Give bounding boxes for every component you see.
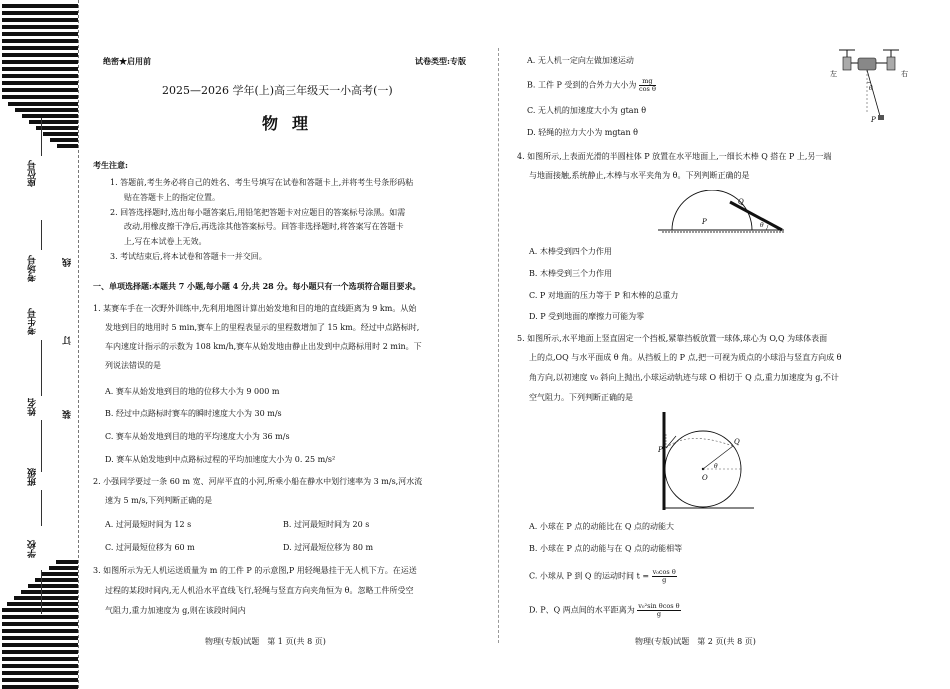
fraction-denominator: cos θ — [638, 85, 656, 93]
fraction-denominator: g — [662, 576, 667, 584]
binding-bar — [2, 615, 78, 619]
q2-option-d: D. 过河最短位移为 80 m — [283, 543, 374, 552]
cut-zhuang-char: 装 — [63, 410, 73, 419]
binding-bar — [2, 81, 78, 85]
binding-bar — [2, 74, 78, 78]
fig-p-label: P — [658, 446, 663, 454]
q5-line: 角方向,以初速度 v₀ 斜向上抛出,小球运动轨迹与球 O 相切于 Q 点,重力加速度为 g,不计 — [529, 373, 839, 382]
binding-bar — [22, 114, 78, 118]
q5-line: 5. 如图所示,水平地面上竖直固定一个挡板,紧靠挡板放置一球体,球心为 O,Q 为球体表面 — [517, 334, 828, 343]
binding-bar — [2, 53, 78, 57]
notice-line: 1. 答题前,考生务必将自己的姓名、考生号填写在试卷和答题卡上,并将考生号条形码粘 — [110, 178, 414, 187]
q5-option-b: B. 小球在 P 点的动能与在 Q 点的动能相等 — [529, 544, 683, 553]
notice-line: 3. 考试结束后,将本试卷和答题卡一并交回。 — [110, 252, 267, 261]
subject-title: 物理 — [262, 114, 323, 133]
binding-bar — [2, 18, 78, 22]
binding-bar — [2, 664, 78, 668]
drone-figure — [825, 44, 915, 126]
binding-bar — [2, 678, 78, 682]
fig-theta-label: θ — [760, 222, 764, 229]
cut-line — [78, 0, 79, 688]
q1-line: 发地到目的地用时 5 min,赛车上的里程表显示的里程数增加了 15 km。经过中点路标时, — [105, 323, 420, 332]
q5-option-d-fraction — [637, 603, 680, 618]
school-label: 学校 — [28, 540, 38, 558]
fig-theta-label: θ — [714, 463, 718, 470]
notice-title: 考生注意: — [93, 160, 128, 170]
fraction-numerator: v₀²sin θcos θ — [638, 602, 680, 610]
cut-line-char: 线 — [63, 258, 73, 267]
fraction-denominator: g — [656, 610, 661, 618]
class-line — [41, 490, 42, 526]
binding-bar — [2, 25, 78, 29]
q3-option-b-text: B. 工件 P 受到的合外力大小为 — [527, 80, 637, 90]
q4-option-d: D. P 受到地面的摩擦力可能为零 — [529, 312, 645, 321]
seat-line — [41, 118, 42, 156]
q4-option-b: B. 木棒受到三个力作用 — [529, 269, 612, 278]
room-line — [41, 220, 42, 250]
q5-option-d-text: D. P、Q 两点间的水平距离为 — [529, 605, 635, 615]
q3-option-c: C. 无人机的加速度大小为 gtan θ — [527, 106, 647, 115]
q5-line: 上的点,OQ 与水平面成 θ 角。从挡板上的 P 点,把一可视为质点的小球沿与竖直方向成 θ — [529, 353, 842, 362]
q1-line: 1. 某赛车手在一次野外训练中,先利用地图计算出始发地和目的地的直线距离为 9 km。从始 — [93, 304, 417, 313]
binding-bar — [2, 650, 78, 654]
class-label: 班级 — [28, 468, 38, 486]
binding-bar — [29, 120, 78, 124]
q2-option-c: C. 过河最短位移为 60 m — [105, 543, 195, 552]
binding-bar — [42, 572, 78, 576]
binding-bar — [43, 132, 78, 136]
fig-right-label: 右 — [901, 70, 908, 78]
binding-bar — [2, 629, 78, 633]
binding-bar — [15, 108, 78, 112]
q3-option-b — [527, 78, 656, 93]
name-line — [41, 420, 42, 472]
binding-bar — [2, 622, 78, 626]
fig-q-label: Q — [738, 198, 744, 206]
q1-option-b: B. 经过中点路标时赛车的瞬时速度大小为 30 m/s — [105, 409, 282, 418]
q5-option-c-fraction — [652, 569, 677, 584]
q3-option-d: D. 轻绳的拉力大小为 mgtan θ — [527, 128, 638, 137]
binding-bar — [2, 67, 78, 71]
binding-bar — [8, 102, 78, 106]
binding-bar — [57, 144, 78, 148]
q5-line: 空气阻力。下列判断正确的是 — [529, 393, 633, 402]
binding-bar — [49, 566, 78, 570]
binding-bar — [2, 46, 78, 50]
binding-bar — [2, 88, 78, 92]
q4-option-a: A. 木棒受到四个力作用 — [529, 247, 612, 256]
fraction-numerator: mg — [639, 78, 656, 86]
q3-option-b-fraction — [639, 78, 656, 93]
binding-bar — [2, 95, 78, 99]
binding-bar — [2, 671, 78, 675]
binding-bar — [7, 602, 78, 606]
q2-option-a: A. 过河最短时间为 12 s — [105, 520, 192, 529]
notice-line: 改动,用橡皮擦干净后,再选涂其他答案标号。回答非选择题时,将答案写在答题卡 — [124, 222, 404, 231]
binding-bar — [50, 138, 78, 142]
q2-option-b: B. 过河最短时间为 20 s — [283, 520, 370, 529]
binding-bar — [21, 590, 78, 594]
exam-title: 2025—2026 学年(上)高三年级天一小高考(一) — [162, 84, 393, 97]
q4-option-c: C. P 对地面的压力等于 P 和木棒的总重力 — [529, 291, 679, 300]
q1-option-a: A. 赛车从始发地到目的地的位移大小为 9 000 m — [105, 387, 280, 396]
q1-option-c: C. 赛车从始发地到目的地的平均速度大小为 36 m/s — [105, 432, 290, 441]
footer-page2: 物理(专版)试题 第 2 页(共 8 页) — [635, 637, 756, 646]
binding-bar — [2, 4, 78, 8]
binding-bar — [2, 11, 78, 15]
column-divider — [498, 48, 499, 643]
room-label: 考场号 — [28, 255, 38, 282]
q4-line: 与地面接触,系统静止,木棒与水平夹角为 θ。下列判断正确的是 — [529, 171, 750, 180]
q4-line: 4. 如图所示,上表面光滑的半圆柱体 P 放置在水平地面上,一细长木棒 Q 搭在 P 上,另一端 — [517, 152, 832, 161]
q3-line: 过程的某段时间内,无人机沿水平直线飞行,轻绳与竖直方向夹角恒为 θ。忽略工件所受空 — [105, 586, 414, 595]
binding-bar — [2, 685, 78, 689]
seat-label: 座位号 — [28, 160, 38, 187]
binding-bar — [2, 636, 78, 640]
fig-p-label: P — [702, 218, 707, 226]
fig-left-label: 左 — [830, 70, 837, 78]
q3-line: 气阻力,重力加速度为 g,则在该段时间内 — [105, 606, 246, 615]
examno-line — [41, 340, 42, 396]
fig-theta-label: θ — [869, 85, 873, 92]
binding-bar — [14, 596, 78, 600]
q2-line: 2. 小强同学要过一条 60 m 宽、河岸平直的小河,所乘小船在静水中划行速率为 3 m/s,河水流 — [93, 477, 423, 486]
fig-o-label: O — [702, 474, 708, 482]
ball-wall-figure — [658, 410, 758, 514]
binding-bar — [2, 657, 78, 661]
q1-line: 车内速度计指示的示数为 108 km/h,赛车从始发地由静止出发到中点路标用时 2 min。下 — [105, 342, 422, 351]
name-label: 姓名 — [28, 398, 38, 416]
binding-bar — [36, 126, 78, 130]
half-cylinder-figure — [658, 190, 788, 238]
q5-option-c-text: C. 小球从 P 到 Q 的运动时间 t = — [529, 571, 650, 581]
q3-option-a: A. 无人机一定向左做加速运动 — [527, 56, 634, 65]
fig-p-label: P — [871, 116, 876, 124]
notice-line: 2. 回答选择题时,选出每小题答案后,用铅笔把答题卡对应题目的答案标号涂黑。如需 — [110, 208, 406, 217]
footer-page1: 物理(专版)试题 第 1 页(共 8 页) — [205, 637, 326, 646]
binding-bar — [2, 32, 78, 36]
binding-bar — [28, 584, 78, 588]
notice-line: 贴在答题卡上的指定位置。 — [124, 193, 220, 202]
section1-heading: 一、单项选择题:本题共 7 小题,每小题 4 分,共 28 分。每小题只有一个选项符合题目要求。 — [93, 281, 421, 291]
fig-q-label: Q — [734, 438, 740, 446]
notice-line: 上,写在本试卷上无效。 — [124, 237, 207, 246]
binding-bar — [2, 643, 78, 647]
q1-option-d: D. 赛车从始发地到中点路标过程的平均加速度大小为 0. 25 m/s² — [105, 455, 336, 464]
q1-line: 列说法错误的是 — [105, 361, 161, 370]
paper-type: 试卷类型:专版 — [415, 56, 466, 66]
secret-label: 绝密★启用前 — [103, 56, 151, 66]
binding-bar — [2, 60, 78, 64]
binding-bar — [56, 560, 78, 564]
q2-line: 速为 5 m/s,下列判断正确的是 — [105, 496, 213, 505]
q5-option-a: A. 小球在 P 点的动能比在 Q 点的动能大 — [529, 522, 674, 531]
q3-line: 3. 如图所示为无人机运送质量为 m 的工件 P 的示意图,P 用轻绳悬挂于无人机下方。在运送 — [93, 566, 417, 575]
binding-bar — [2, 39, 78, 43]
school-line — [41, 570, 42, 614]
binding-bar — [2, 608, 78, 612]
examno-label: 考生号 — [28, 308, 38, 335]
q5-option-c — [529, 569, 677, 584]
cut-ding-char: 订 — [63, 336, 73, 345]
q5-option-d — [529, 603, 681, 618]
fraction-numerator: v₀cos θ — [652, 568, 676, 576]
